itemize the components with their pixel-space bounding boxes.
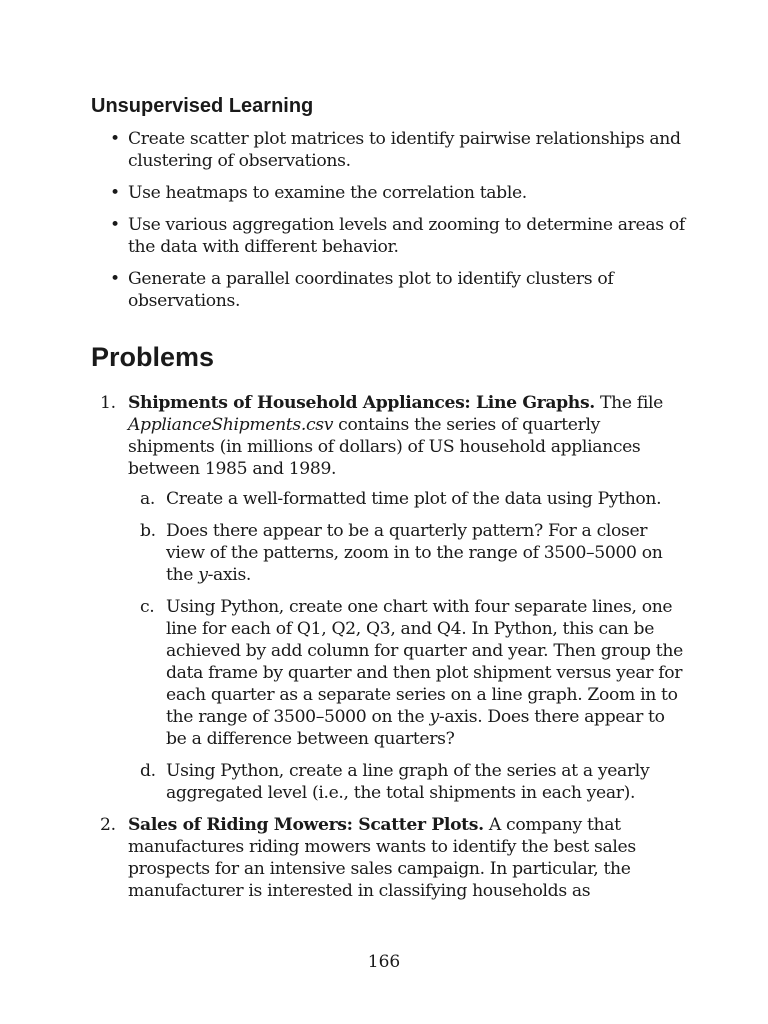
bullet-text: Create scatter plot matrices to identify pairwise relationships and clustering of observations.	[128, 129, 681, 171]
sub-question-text: Using Python, create one chart with four separate lines, one line for each of Q1, Q2, Q3, and Q4. In Python, this can be achieved by add column for quarter and year. Then group the data frame by quarter and then plot shipment versus year for each quarter as a separate series on a line graph. Zoom in to the range of 3500–5000 on the	[166, 597, 683, 727]
problem-filename: ApplianceShipments.csv	[128, 415, 334, 435]
bullet-item	[110, 182, 690, 204]
bullet-dot-icon: •	[110, 183, 120, 203]
problem-body	[128, 814, 690, 902]
problem-item-1	[90, 392, 690, 804]
page-number: 166	[367, 952, 401, 972]
bullet-dot-icon: •	[110, 269, 120, 289]
problem-title: Shipments of Household Appliances: Line Graphs.	[128, 393, 595, 413]
problem-text: A company that manufactures riding mowers wants to identify the best sales prospects for an intensive sales campaign. In particular, the manufacturer is interested in classifying households as	[128, 815, 636, 901]
bullet-item	[110, 214, 690, 258]
sub-question-d	[128, 760, 690, 804]
sub-question-label: d.	[140, 761, 156, 781]
sub-question-text: Using Python, create a line graph of the series at a yearly aggregated level (i.e., the total shipments in each year).	[166, 761, 650, 803]
problem-text: contains the series of quarterly shipments (in millions of dollars) of US household appliances between 1985 and 1989.	[128, 415, 641, 479]
problem-text: The file	[594, 393, 663, 413]
sub-question-list	[128, 488, 690, 804]
bullet-item	[110, 268, 690, 312]
sub-question-text: Create a well-formatted time plot of the data using Python.	[166, 489, 662, 509]
axis-variable: y	[198, 565, 208, 585]
section-heading-unsupervised-learning: Unsupervised Learning	[91, 95, 314, 117]
problem-body	[128, 392, 690, 480]
sub-question-c	[128, 596, 690, 750]
bullet-item	[110, 128, 690, 172]
sub-question-label: c.	[140, 597, 155, 617]
bullet-dot-icon: •	[110, 129, 120, 149]
bullet-text: Use various aggregation levels and zooming to determine areas of the data with different behavior.	[128, 215, 685, 257]
sub-question-label: b.	[140, 521, 156, 541]
axis-variable: y	[429, 707, 439, 727]
sub-question-b	[128, 520, 690, 586]
sub-question-text: -axis.	[207, 565, 252, 585]
bullet-text: Use heatmaps to examine the correlation table.	[128, 183, 527, 203]
bullet-text: Generate a parallel coordinates plot to identify clusters of observations.	[128, 269, 614, 311]
bullet-dot-icon: •	[110, 215, 120, 235]
problem-number: 1.	[100, 393, 116, 413]
sub-question-text: -axis. Does there appear to be a difference between quarters?	[166, 707, 665, 749]
problem-number: 2.	[100, 815, 116, 835]
problem-item-2	[90, 814, 690, 902]
section-heading-problems: Problems	[91, 342, 215, 372]
unsupervised-bullet-list	[110, 128, 690, 322]
sub-question-text: Does there appear to be a quarterly pattern? For a closer view of the patterns, zoom in to the range of 3500–5000 on the	[166, 521, 663, 585]
problem-list	[90, 392, 690, 912]
problem-title: Sales of Riding Mowers: Scatter Plots.	[128, 815, 484, 835]
sub-question-a	[128, 488, 690, 510]
sub-question-label: a.	[140, 489, 156, 509]
